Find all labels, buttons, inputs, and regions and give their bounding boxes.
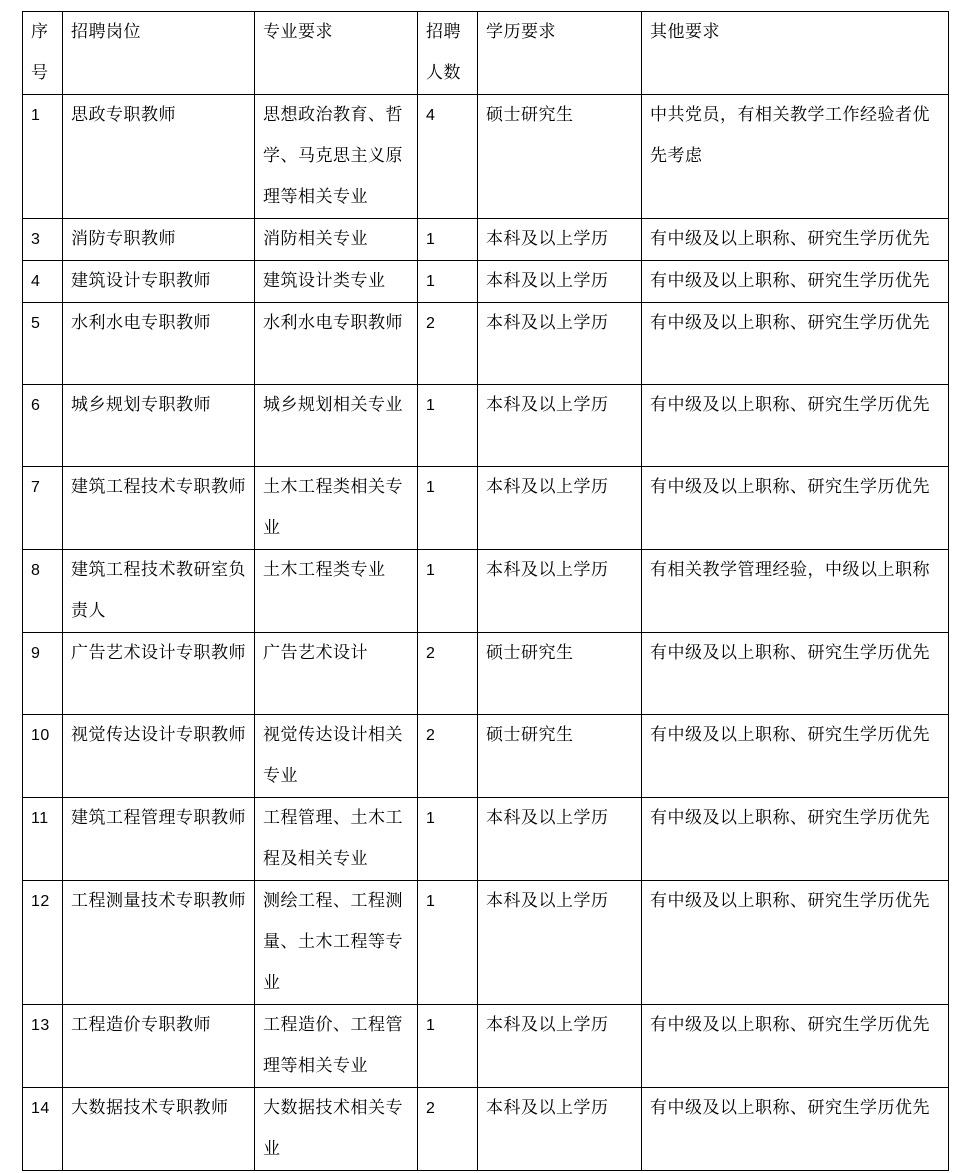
cell-no: 4 [23,261,63,303]
table-row [23,633,949,715]
table-row [23,881,949,1005]
cell-count: 2 [418,303,478,385]
header-cell-no: 序号 [23,12,63,95]
cell-other: 中共党员，有相关教学工作经验者优先考虑 [642,95,949,219]
cell-no: 12 [23,881,63,1005]
cell-edu: 硕士研究生 [478,715,642,798]
cell-major: 城乡规划相关专业 [255,385,418,467]
cell-edu: 本科及以上学历 [478,467,642,550]
cell-major: 土木工程类相关专业 [255,467,418,550]
cell-edu: 硕士研究生 [478,633,642,715]
cell-post: 建筑工程技术专职教师 [63,467,255,550]
cell-major: 工程造价、工程管理等相关专业 [255,1005,418,1088]
cell-post: 建筑设计专职教师 [63,261,255,303]
cell-edu: 本科及以上学历 [478,385,642,467]
cell-count: 1 [418,550,478,633]
table-row [23,303,949,385]
cell-other: 有中级及以上职称、研究生学历优先 [642,219,949,261]
cell-major: 工程管理、土木工程及相关专业 [255,798,418,881]
cell-post: 工程造价专职教师 [63,1005,255,1088]
cell-major: 广告艺术设计 [255,633,418,715]
table-row [23,798,949,881]
cell-other: 有中级及以上职称、研究生学历优先 [642,633,949,715]
cell-other: 有中级及以上职称、研究生学历优先 [642,881,949,1005]
cell-edu: 本科及以上学历 [478,1005,642,1088]
cell-count: 2 [418,1088,478,1171]
table-row [23,550,949,633]
cell-edu: 本科及以上学历 [478,261,642,303]
cell-count: 1 [418,1005,478,1088]
cell-other: 有中级及以上职称、研究生学历优先 [642,467,949,550]
header-cell-count: 招聘人数 [418,12,478,95]
cell-other: 有相关教学管理经验，中级以上职称 [642,550,949,633]
cell-no: 9 [23,633,63,715]
cell-no: 1 [23,95,63,219]
cell-no: 13 [23,1005,63,1088]
cell-post: 建筑工程技术教研室负责人 [63,550,255,633]
cell-post: 建筑工程管理专职教师 [63,798,255,881]
table-row [23,95,949,219]
cell-count: 2 [418,633,478,715]
cell-no: 5 [23,303,63,385]
cell-edu: 本科及以上学历 [478,550,642,633]
header-cell-post: 招聘岗位 [63,12,255,95]
cell-major: 大数据技术相关专业 [255,1088,418,1171]
cell-edu: 本科及以上学历 [478,1088,642,1171]
cell-edu: 本科及以上学历 [478,881,642,1005]
cell-count: 1 [418,881,478,1005]
table-row [23,261,949,303]
cell-post: 思政专职教师 [63,95,255,219]
header-cell-edu: 学历要求 [478,12,642,95]
cell-major: 测绘工程、工程测量、土木工程等专业 [255,881,418,1005]
cell-no: 10 [23,715,63,798]
cell-major: 建筑设计类专业 [255,261,418,303]
cell-post: 视觉传达设计专职教师 [63,715,255,798]
cell-other: 有中级及以上职称、研究生学历优先 [642,261,949,303]
cell-edu: 本科及以上学历 [478,798,642,881]
cell-post: 工程测量技术专职教师 [63,881,255,1005]
table-row [23,1088,949,1171]
table-row [23,385,949,467]
cell-post: 广告艺术设计专职教师 [63,633,255,715]
cell-count: 2 [418,715,478,798]
cell-major: 消防相关专业 [255,219,418,261]
cell-post: 城乡规划专职教师 [63,385,255,467]
header-cell-other: 其他要求 [642,12,949,95]
cell-major: 视觉传达设计相关专业 [255,715,418,798]
cell-other: 有中级及以上职称、研究生学历优先 [642,303,949,385]
cell-major: 土木工程类专业 [255,550,418,633]
header-cell-major: 专业要求 [255,12,418,95]
cell-edu: 本科及以上学历 [478,219,642,261]
table-row [23,219,949,261]
cell-no: 7 [23,467,63,550]
cell-major: 思想政治教育、哲学、马克思主义原理等相关专业 [255,95,418,219]
table-row [23,467,949,550]
cell-post: 水利水电专职教师 [63,303,255,385]
table-row [23,715,949,798]
cell-count: 1 [418,467,478,550]
cell-other: 有中级及以上职称、研究生学历优先 [642,385,949,467]
cell-edu: 硕士研究生 [478,95,642,219]
cell-post: 大数据技术专职教师 [63,1088,255,1171]
cell-edu: 本科及以上学历 [478,303,642,385]
cell-count: 1 [418,261,478,303]
cell-count: 1 [418,385,478,467]
cell-other: 有中级及以上职称、研究生学历优先 [642,715,949,798]
table-row [23,1005,949,1088]
cell-post: 消防专职教师 [63,219,255,261]
header-row [23,12,949,95]
cell-no: 3 [23,219,63,261]
cell-count: 1 [418,798,478,881]
cell-no: 8 [23,550,63,633]
cell-other: 有中级及以上职称、研究生学历优先 [642,1005,949,1088]
cell-count: 4 [418,95,478,219]
recruitment-table [22,11,949,1171]
cell-no: 6 [23,385,63,467]
cell-no: 14 [23,1088,63,1171]
cell-count: 1 [418,219,478,261]
cell-no: 11 [23,798,63,881]
cell-other: 有中级及以上职称、研究生学历优先 [642,1088,949,1171]
cell-other: 有中级及以上职称、研究生学历优先 [642,798,949,881]
cell-major: 水利水电专职教师 [255,303,418,385]
